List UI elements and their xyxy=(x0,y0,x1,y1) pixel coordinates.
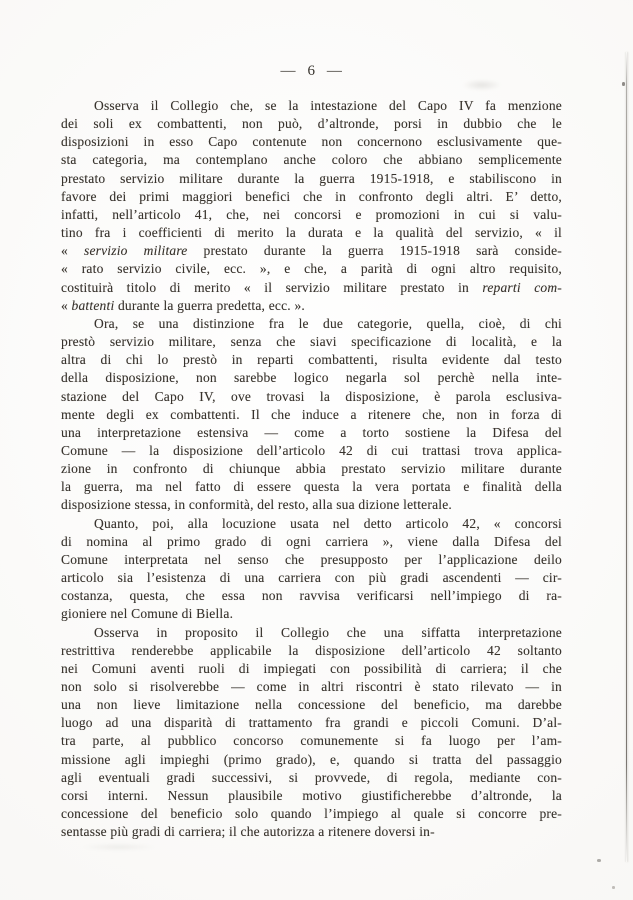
italic-text-segment: battenti xyxy=(71,297,115,313)
text-line xyxy=(61,605,562,623)
text-segment: « xyxy=(61,243,84,259)
text-segment: prestato durante la guerra 1915-1918 sarà conside- xyxy=(187,243,562,259)
text-segment: corsi interni. Nessun plausibile motivo giustificherebbe d’altronde, la xyxy=(61,787,562,803)
text-line xyxy=(61,696,562,714)
text-line xyxy=(61,805,562,823)
text-segment: durante la guerra predetta, ecc. ». xyxy=(114,297,305,313)
text-segment: articolo sia l’esistenza di una carriera con più gradi ascendenti — cir- xyxy=(61,570,562,586)
text-line xyxy=(61,333,562,351)
text-segment: della disposizione, non sarebbe logico negarla sol perchè nella inte- xyxy=(61,370,562,386)
page-number: — 6 — xyxy=(280,63,343,79)
text-segment: restrittiva renderebbe applicabile la disposizione dell’articolo 42 soltanto xyxy=(61,642,562,658)
text-line xyxy=(61,442,562,460)
text-segment: favore dei primi maggiori benefici che in confronto degli altri. E’ detto, xyxy=(61,188,562,204)
text-segment: Ora, se una distinzione fra le due categorie, quella, cioè, di chi xyxy=(94,315,562,331)
text-segment: nei Comuni aventi ruoli di impiegati con possibilità di carriera; il che xyxy=(61,660,562,676)
text-segment: disposizione stessa, in conformità, del resto, alla sua dizione letterale. xyxy=(61,497,452,513)
text-segment: una interpretazione estensiva — come a torto sostiene la Difesa del xyxy=(61,424,562,440)
text-line xyxy=(61,279,562,297)
text-line xyxy=(61,388,562,406)
text-line xyxy=(61,97,562,115)
text-segment: missione agli impieghi (primo grado), e, quando si tratta del passaggio xyxy=(61,751,562,767)
text-line xyxy=(61,587,562,605)
page-text xyxy=(61,97,562,841)
text-line xyxy=(61,206,562,224)
text-segment: « rato servizio civile, ecc. », e che, a parità di ogni altro requisito, xyxy=(61,261,562,277)
italic-text-segment: reparti com- xyxy=(482,279,562,295)
text-line xyxy=(61,515,562,533)
text-segment: luogo ad una disparità di trattamento fra grandi e piccoli Comuni. D’al- xyxy=(61,715,562,731)
text-line xyxy=(61,533,562,551)
text-line xyxy=(61,151,562,169)
text-segment: non solo si risolverebbe — come in altri riscontri è stato rilevato — in xyxy=(61,679,562,694)
text-line xyxy=(61,660,562,678)
text-segment: disposizioni in esso Capo contenute non concernono esclusivamente que- xyxy=(61,134,562,150)
text-line xyxy=(61,315,562,333)
text-segment: tino fra i coefficienti di merito la durata e la qualità del servizio, « il xyxy=(61,225,562,241)
text-line xyxy=(61,188,562,206)
scan-edge-line-artifact xyxy=(626,52,627,862)
text-segment: zione in confronto di chiunque abbia prestato servizio militare durante xyxy=(61,461,562,477)
text-segment: mente degli ex combattenti. Il che induce a ritenere che, non in forza di xyxy=(61,406,562,422)
scan-smudge-artifact xyxy=(84,843,154,851)
text-line xyxy=(61,260,562,278)
text-segment: prestò servizio militare, senza che siavi specificazione di località, e la xyxy=(61,334,562,350)
italic-text-segment: servizio militare xyxy=(83,243,188,259)
text-segment: « xyxy=(61,297,72,313)
text-line xyxy=(61,787,562,805)
text-line xyxy=(61,115,562,133)
text-segment: altra di chi lo prestò in reparti combattenti, risulta evidente dal testo xyxy=(61,352,562,368)
text-segment: Comune — la disposizione dell’articolo 42 di cui trattasi trova applica- xyxy=(61,442,562,458)
text-line xyxy=(61,297,562,315)
scan-speck-artifact xyxy=(622,82,625,86)
text-line xyxy=(61,496,562,514)
text-segment: sta categoria, ma contemplano anche coloro che abbiano semplicemente xyxy=(61,152,562,168)
text-line xyxy=(61,460,562,478)
text-segment: costituirà titolo di merito « il servizio militare prestato in xyxy=(61,279,483,295)
text-line xyxy=(61,242,562,260)
text-segment: Osserva il Collegio che, se la intestazione del Capo IV fa menzione xyxy=(94,98,562,113)
text-line xyxy=(61,133,562,151)
text-line xyxy=(61,714,562,732)
text-segment: infatti, nell’articolo 41, che, nei concorsi e promozioni in cui si valu- xyxy=(61,206,562,222)
text-line xyxy=(61,478,562,496)
text-segment: la guerra, ma nel fatto di essere questa la vera portata e finalità della xyxy=(61,479,562,495)
text-segment: di nomina al primo grado di ogni carriera », viene dalla Difesa del xyxy=(61,533,562,549)
text-line xyxy=(61,569,562,587)
text-line xyxy=(61,551,562,569)
scan-speck-artifact xyxy=(612,886,615,889)
text-segment: Comune interpretata nel senso che presupposto per l’applicazione deilo xyxy=(61,551,562,567)
text-line xyxy=(61,769,562,787)
text-segment: prestato servizio militare durante la guerra 1915-1918, e stabiliscono in xyxy=(61,170,562,186)
text-segment: costanza, questa, che essa non ravvisa verificarsi nell’impiego di ra- xyxy=(61,588,562,604)
text-segment: agli eventuali gradi successivi, si provvede, di regola, mediante con- xyxy=(61,769,562,785)
text-segment: tra parte, al pubblico concorso comunemente si fa luogo per l’am- xyxy=(61,733,562,749)
text-segment: sentasse più gradi di carriera; il che autorizza a ritenere doversi in- xyxy=(61,824,435,840)
text-line xyxy=(61,369,562,387)
text-line xyxy=(61,823,562,841)
scan-speck-artifact xyxy=(597,859,601,862)
text-line xyxy=(61,732,562,750)
text-line xyxy=(61,678,562,696)
text-segment: dei soli ex combattenti, non può, d’altronde, porsi in dubbio che le xyxy=(61,116,562,132)
text-line xyxy=(61,624,562,642)
text-line xyxy=(61,406,562,424)
text-segment: Osserva in proposito il Collegio che una siffatta interpretazione xyxy=(94,624,562,640)
text-line xyxy=(61,351,562,369)
scan-smudge-artifact xyxy=(462,79,502,91)
text-line xyxy=(61,751,562,769)
text-segment: gioniere nel Comune di Biella. xyxy=(61,606,234,622)
text-segment: stazione del Capo IV, ove trovasi la disposizione, è parola esclusiva- xyxy=(61,388,562,404)
text-line xyxy=(61,424,562,442)
text-segment: Quanto, poi, alla locuzione usata nel detto articolo 42, « concorsi xyxy=(94,515,562,531)
text-line xyxy=(61,642,562,660)
text-line xyxy=(61,224,562,242)
text-line xyxy=(61,170,562,188)
text-segment: una non lieve limitazione nella concessione del beneficio, ma darebbe xyxy=(61,697,562,713)
text-segment: concessione del beneficio solo quando l’impiego al quale si concorre pre- xyxy=(61,806,562,822)
